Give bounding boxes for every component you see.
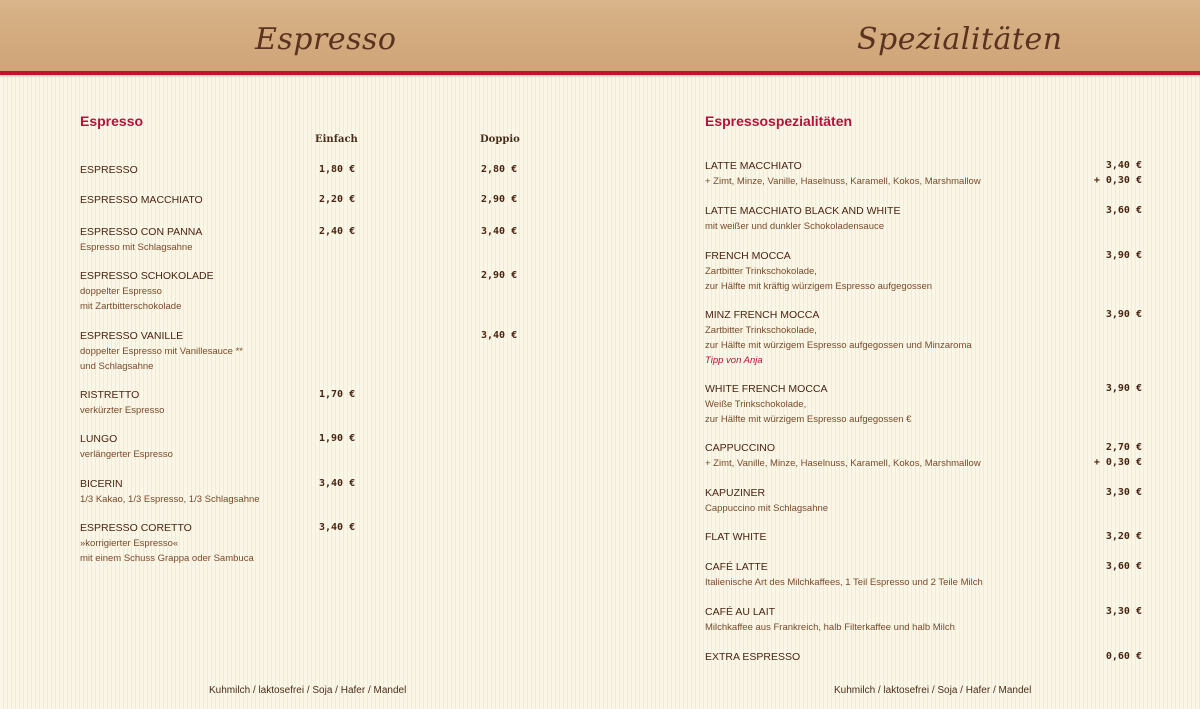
item-name: BICERIN (80, 478, 123, 490)
item-name: FRENCH MOCCA (705, 250, 791, 262)
menu-item (80, 329, 310, 374)
item-description: doppelter Espresso mit Vanillesauce ** (80, 346, 243, 357)
menu-item (705, 560, 1085, 590)
menu-item (705, 204, 1085, 234)
price-extra: + 0,30 € (1093, 175, 1142, 186)
item-description: Weiße Trinkschokolade, (705, 399, 807, 410)
item-name: CAPPUCCINO (705, 442, 776, 454)
price: 3,90 € (1105, 250, 1142, 261)
item-description: »korrigierter Espresso« (80, 538, 179, 549)
item-tip: Tipp von Anja (705, 355, 763, 366)
menu-item (80, 193, 310, 208)
item-name: ESPRESSO (80, 164, 138, 176)
menu-item (705, 249, 1085, 294)
price: 3,30 € (1105, 487, 1142, 498)
menu-item (80, 477, 310, 507)
item-name: WHITE FRENCH MOCCA (705, 383, 828, 395)
item-name: LATTE MACCHIATO (705, 160, 802, 172)
menu-item (705, 605, 1085, 635)
item-name: KAPUZINER (705, 487, 766, 499)
section-title-specialties: Espressospezialitäten (705, 113, 853, 129)
price-doppio: 3,40 € (481, 330, 518, 341)
item-name: ESPRESSO CON PANNA (80, 226, 203, 238)
price: 0,60 € (1105, 651, 1142, 662)
price: 3,40 € (1105, 160, 1142, 171)
price: 3,20 € (1105, 531, 1142, 542)
item-description: mit einem Schuss Grappa oder Sambuca (80, 553, 254, 564)
menu-item (705, 530, 1085, 545)
item-description: mit weißer und dunkler Schokoladensauce (705, 221, 885, 232)
price: 3,90 € (1105, 383, 1142, 394)
item-description: + Zimt, Vanille, Minze, Haselnuss, Karamell, Kokos, Marshmallow (705, 458, 981, 469)
price-einfach: 1,80 € (319, 164, 356, 175)
page-title-right: Spezialitäten (857, 22, 1063, 57)
milk-options-left: Kuhmilch / laktosefrei / Soja / Hafer / Mandel (209, 685, 407, 696)
item-name: ESPRESSO VANILLE (80, 330, 184, 342)
price: 3,30 € (1105, 606, 1142, 617)
item-name: EXTRA ESPRESSO (705, 651, 801, 663)
price-einfach: 1,90 € (319, 433, 356, 444)
item-name: RISTRETTO (80, 389, 140, 401)
item-description: Milchkaffee aus Frankreich, halb Filterkaffee und halb Milch (705, 622, 955, 633)
item-description: verkürzter Espresso (80, 405, 165, 416)
price-extra: + 0,30 € (1093, 457, 1142, 468)
menu-item (705, 382, 1085, 427)
menu-item (80, 521, 310, 566)
item-name: ESPRESSO MACCHIATO (80, 194, 203, 206)
item-name: LATTE MACCHIATO BLACK AND WHITE (705, 205, 901, 217)
menu-item (80, 432, 310, 462)
menu-item (80, 269, 310, 314)
price: 3,60 € (1105, 561, 1142, 572)
item-name: MINZ FRENCH MOCCA (705, 309, 820, 321)
item-description: Zartbitter Trinkschokolade, (705, 325, 817, 336)
milk-options-right: Kuhmilch / laktosefrei / Soja / Hafer / Mandel (834, 685, 1032, 696)
item-description: Zartbitter Trinkschokolade, (705, 266, 817, 277)
item-name: CAFÉ AU LAIT (705, 606, 776, 618)
menu-item (80, 163, 310, 178)
item-name: CAFÉ LATTE (705, 561, 768, 573)
page-title-left: Espresso (255, 22, 397, 57)
item-description: zur Hälfte mit würzigem Espresso aufgegossen und Minzaroma (705, 340, 972, 351)
item-description: und Schlagsahne (80, 361, 154, 372)
item-name: ESPRESSO CORETTO (80, 522, 192, 534)
menu-item (705, 159, 1085, 189)
menu-item (80, 225, 310, 255)
menu-item (705, 441, 1085, 471)
price: 3,90 € (1105, 309, 1142, 320)
price-doppio: 2,90 € (481, 270, 518, 281)
item-description: Cappuccino mit Schlagsahne (705, 503, 829, 514)
price-einfach: 2,20 € (319, 194, 356, 205)
price-einfach: 3,40 € (319, 478, 356, 489)
item-description: Italienische Art des Milchkaffees, 1 Teil Espresso und 2 Teile Milch (705, 577, 983, 588)
item-name: FLAT WHITE (705, 531, 767, 543)
item-description: mit Zartbitterschokolade (80, 301, 182, 312)
item-description: verlängerter Espresso (80, 449, 173, 460)
item-description: 1/3 Kakao, 1/3 Espresso, 1/3 Schlagsahne (80, 494, 260, 505)
header-shadow (0, 75, 1200, 78)
section-title-espresso: Espresso (80, 113, 144, 129)
price-doppio: 2,80 € (481, 164, 518, 175)
menu-item (705, 308, 1085, 368)
item-description: Espresso mit Schlagsahne (80, 242, 193, 253)
price-doppio: 2,90 € (481, 194, 518, 205)
item-name: LUNGO (80, 433, 118, 445)
price-doppio: 3,40 € (481, 226, 518, 237)
price-einfach: 3,40 € (319, 522, 356, 533)
price: 2,70 € (1105, 442, 1142, 453)
menu-item (705, 486, 1085, 516)
price: 3,60 € (1105, 205, 1142, 216)
item-description: + Zimt, Minze, Vanille, Haselnuss, Karamell, Kokos, Marshmallow (705, 176, 981, 187)
column-header-doppio: Doppio (480, 134, 520, 145)
price-einfach: 1,70 € (319, 389, 356, 400)
item-description: zur Hälfte mit kräftig würzigem Espresso aufgegossen (705, 281, 933, 292)
menu-item (80, 388, 310, 418)
column-header-einfach: Einfach (315, 134, 358, 145)
item-description: zur Hälfte mit würzigem Espresso aufgegossen € (705, 414, 912, 425)
item-name: ESPRESSO SCHOKOLADE (80, 270, 214, 282)
menu-item (705, 650, 1085, 665)
item-description: doppelter Espresso (80, 286, 162, 297)
price-einfach: 2,40 € (319, 226, 356, 237)
